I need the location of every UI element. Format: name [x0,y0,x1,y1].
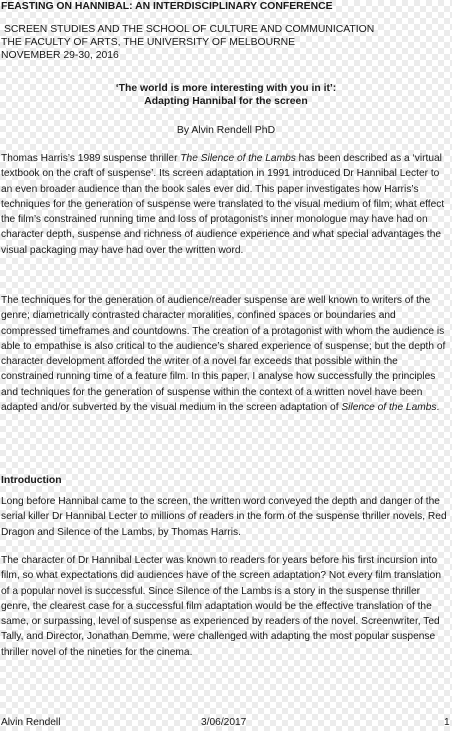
paper-title-line-1: ‘The world is more interesting with you in it’: [115,83,337,94]
footer-date: 3/06/2017 [201,717,247,728]
paragraph-1-book-title: The Silence of the Lambs [180,153,296,164]
paragraph-2-film-title: Silence of the Lambs [341,402,437,414]
conference-line-3: THE FACULTY OF ARTS, THE UNIVERSITY OF MELBOURNE [1,37,296,48]
introduction-heading: Introduction [1,475,62,486]
paper-title-line-2: Adapting Hannibal for the screen [144,96,308,107]
paragraph-2-text-c: . [436,402,440,414]
paragraph-1-text-c: has been described as a ‘virtual textbook on the craft of suspense’. Its screen adaptation in 1991 introduced Dr Hannibal Lecter to an even broader audience than the book sales ever did. This paper investigates how Harris’s techniques for the generation of suspense were translated to the visual medium of film; what effect the film’s constrained running time and loss of protagonist’s inner monologue may have had on character depth, suspense and richness of audience experience and what special advantages the visual packaging may have had over the written word. [1,153,445,256]
paragraph-2 [1,293,451,415]
footer-page-number: 1 [444,717,450,728]
conference-title: FEASTING ON HANNIBAL: AN INTERDISCIPLINARY CONFERENCE [1,1,333,12]
paragraph-4: The character of Dr Hannibal Lecter was known to readers for years before his first incursion into film, so what expectations did audiences have of the screen adaptation? Not every film translation of a popular novel is successful. Since Silence of the Lambs is a story in the suspense thriller genre, the clearest case for a successful film adaptation would be the effective translation of the same, or surpassing, level of suspense as experienced by readers of the novel. Screenwriter, Ted Tally, and Director, Jonathan Demme, were challenged with adapting the most popular suspense thriller novel of the nineties for the cinema. [1,555,442,658]
conference-date: NOVEMBER 29-30, 2016 [1,50,119,61]
paragraph-2-text-a: The techniques for the generation of audience/reader suspense are well known to writers of the genre; diametrically contrasted character moralities, confined spaces or boundaries and compressed timeframes and countdowns. The creation of a protagonist with whom the audience is able to empathise is also critical to the audience’s shared experience of suspense; but the depth of character development afforded the writer of a novel far exceeds that possible within the constrained running time of a feature film. In this paper, I analyse how successfully the principles and techniques for the generation of suspense within the context of a written novel have been adapted and/or subverted by the visual medium in the screen adaptation of [1,295,446,414]
paragraph-3: Long before Hannibal came to the screen, the written word conveyed the depth and danger of the serial killer Dr Hannibal Lecter to millions of readers in the form of the suspense thriller novels, Red Dragon and Silence of the Lambs, by Thomas Harris. [1,496,447,538]
paper-author: By Alvin Rendell PhD [176,125,276,136]
footer-author: Alvin Rendell [1,717,61,728]
paragraph-1-text-a: Thomas Harris’s 1989 suspense thriller [1,153,181,164]
paragraph-1 [1,151,451,258]
conference-line-2: SCREEN STUDIES AND THE SCHOOL OF CULTURE AND COMMUNICATION [4,24,375,35]
